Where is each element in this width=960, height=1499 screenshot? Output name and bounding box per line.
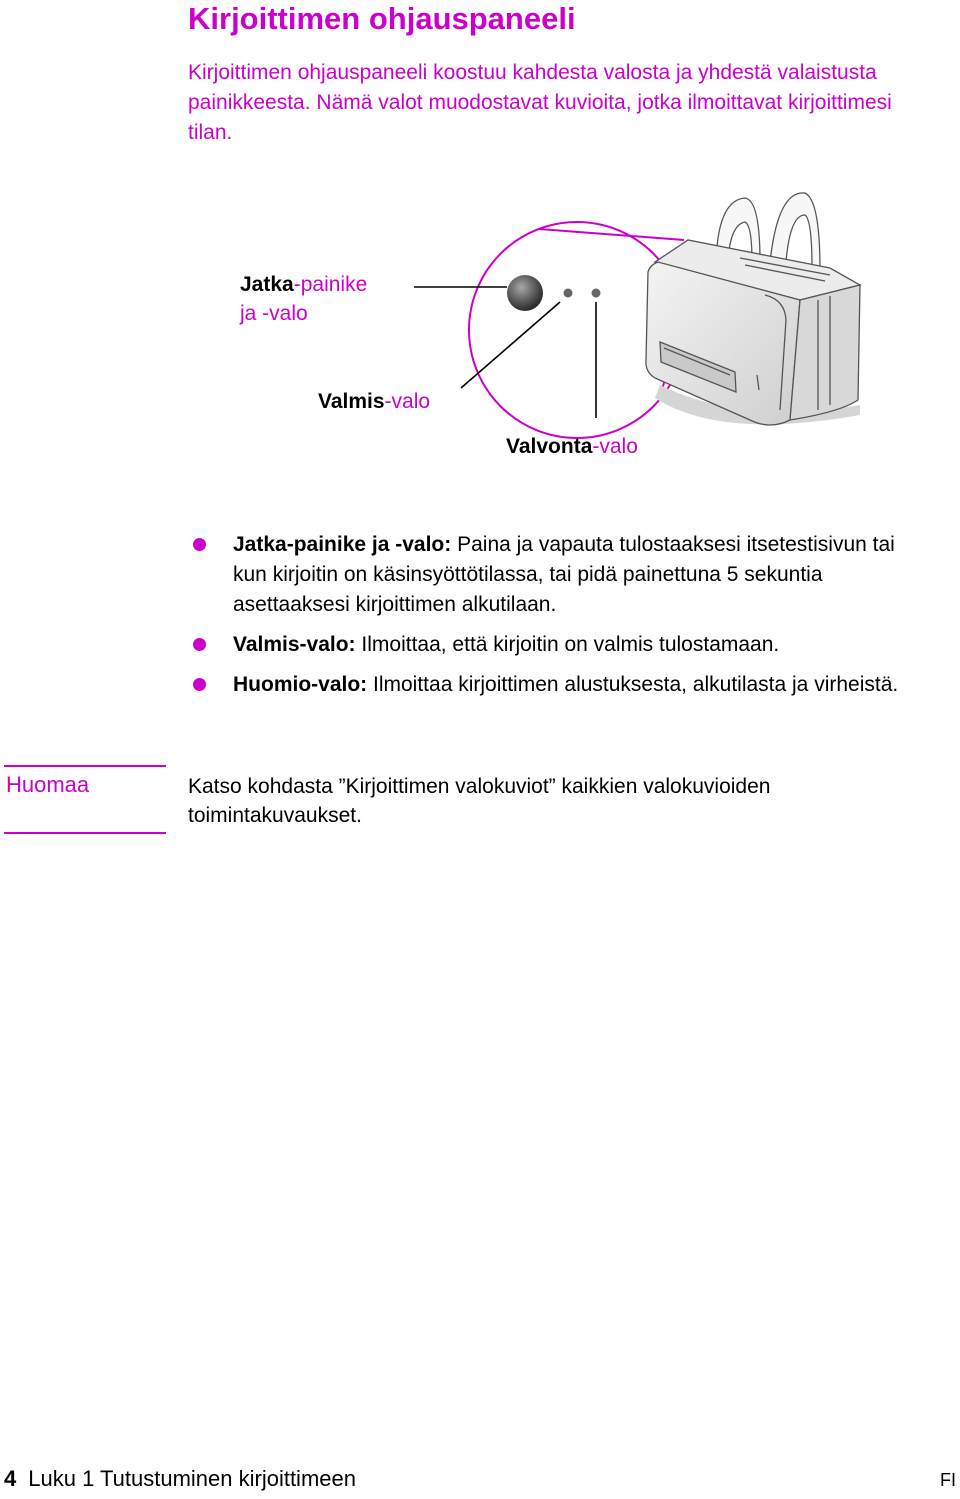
label-go-line2: ja -valo <box>240 302 308 325</box>
control-panel-figure <box>0 180 960 480</box>
footer-chapter: 4 Luku 1 Tutustuminen kirjoittimeen <box>4 1466 356 1491</box>
bullet-icon <box>193 638 206 651</box>
bullet-icon <box>193 678 206 691</box>
label-go: Jatka-painike <box>240 273 368 296</box>
bullet-list <box>192 530 932 710</box>
ready-light-icon <box>564 289 573 298</box>
attention-light-icon <box>592 289 601 298</box>
intro-paragraph: Kirjoittimen ohjauspaneeli koostuu kahdesta valosta ja yhdestä valaistusta painikkeesta. Nämä valot muodostavat kuvioita, jotka ilmoittavat kirjoittimesi tilan. <box>188 61 892 144</box>
label-attention: Valvonta-valo <box>506 435 638 458</box>
note-rule-bottom <box>4 832 166 834</box>
leader-ready <box>461 302 560 388</box>
go-button-icon <box>507 275 543 311</box>
note-text: Katso kohdasta ”Kirjoittimen valokuviot” kaikkien valokuvioiden toimintakuvaukset. <box>188 775 771 827</box>
list-item: Jatka-painike ja -valo: Paina ja vapauta tulostaaksesi itsetestisivun tai kun kirjoitin on käsinsyöttötilassa, tai pidä painettuna 5 sekuntia asettaaksesi kirjoittimen alkutilaan. <box>192 530 932 620</box>
bullet-icon <box>193 538 206 551</box>
list-item: Valmis-valo: Ilmoittaa, että kirjoitin on valmis tulostamaan. <box>192 630 932 660</box>
page-title: Kirjoittimen ohjauspaneeli <box>188 1 576 36</box>
printer-illustration <box>646 193 860 425</box>
label-ready: Valmis-valo <box>318 390 431 413</box>
list-item: Huomio-valo: Ilmoittaa kirjoittimen alustuksesta, alkutilasta ja virheistä. <box>192 670 932 700</box>
callout-line-top <box>539 229 684 240</box>
note-rule-top <box>4 765 166 767</box>
page-number: 4 <box>4 1466 17 1491</box>
note-label: Huomaa <box>6 772 90 797</box>
footer-language: FI <box>940 1470 956 1490</box>
